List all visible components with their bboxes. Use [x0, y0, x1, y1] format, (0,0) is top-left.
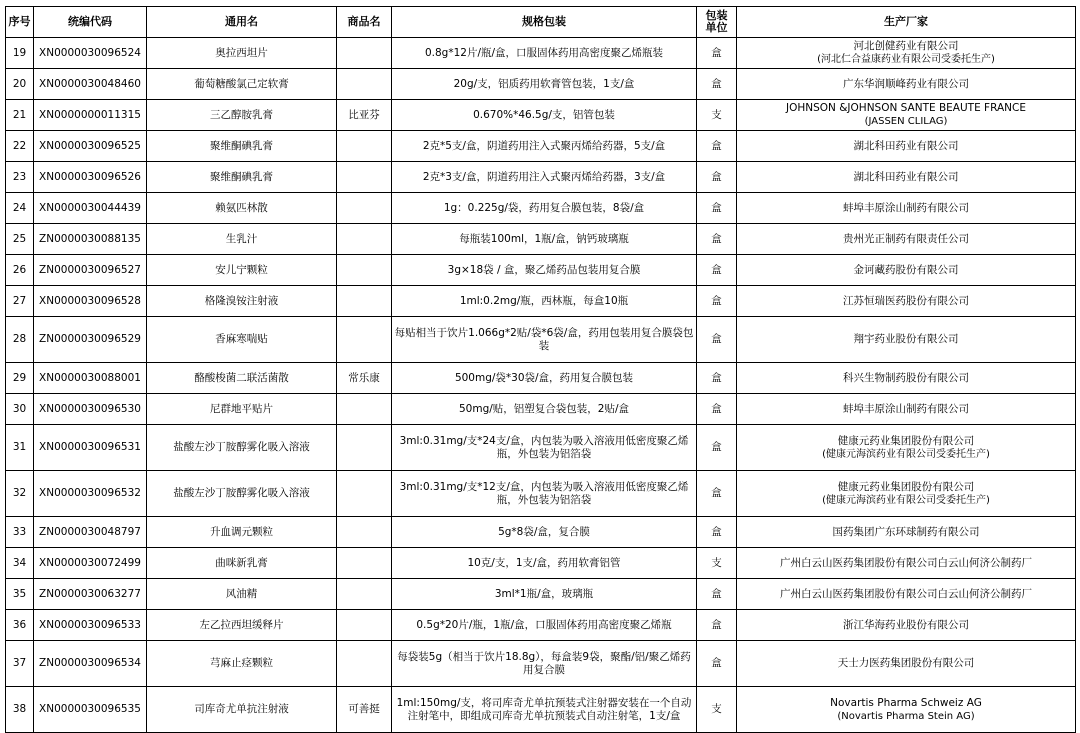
- table-row: [6, 641, 1076, 687]
- cell-no: 21: [6, 100, 34, 131]
- table-row: [6, 471, 1076, 517]
- cell-code: XN0000030096526: [34, 162, 147, 193]
- manufacturer-line: 健康元药业集团股份有限公司: [837, 434, 975, 447]
- table-row: [6, 255, 1076, 286]
- cell-unit: 盒: [697, 162, 737, 193]
- header-spec: 规格包装: [392, 7, 697, 38]
- cell-unit: 盒: [697, 69, 737, 100]
- cell-manufacturer: [737, 131, 1076, 162]
- cell-brand-name: [337, 286, 392, 317]
- cell-manufacturer: [737, 425, 1076, 471]
- cell-code: XN0000030072499: [34, 548, 147, 579]
- cell-unit: 盒: [697, 317, 737, 363]
- cell-generic-name: 尼群地平贴片: [147, 394, 337, 425]
- cell-generic-name: 曲咪新乳膏: [147, 548, 337, 579]
- cell-code: ZN0000030096527: [34, 255, 147, 286]
- manufacturer-line: 贵州光正制药有限责任公司: [843, 232, 969, 245]
- cell-unit: 盒: [697, 131, 737, 162]
- cell-spec: 每瓶装100ml，1瓶/盒，钠钙玻璃瓶: [392, 224, 697, 255]
- table-row: [6, 687, 1076, 733]
- cell-spec: 5g*8袋/盒，复合膜: [392, 517, 697, 548]
- table-row: [6, 193, 1076, 224]
- manufacturer-line: 广州白云山医药集团股份有限公司白云山何济公制药厂: [780, 556, 1032, 569]
- cell-generic-name: 左乙拉西坦缓释片: [147, 610, 337, 641]
- cell-spec: 3ml:0.31mg/支*24支/盒，内包装为吸入溶液用低密度聚乙烯瓶，外包装为铝箔袋: [392, 425, 697, 471]
- cell-unit: 盒: [697, 255, 737, 286]
- cell-generic-name: 葡萄糖酸氯己定软膏: [147, 69, 337, 100]
- cell-brand-name: [337, 69, 392, 100]
- cell-generic-name: 芎麻止痉颗粒: [147, 641, 337, 687]
- table-row: [6, 131, 1076, 162]
- manufacturer-line: 翔宇药业股份有限公司: [853, 333, 959, 345]
- manufacturer-line: JOHNSON &JOHNSON SANTE BEAUTE FRANCE: [786, 102, 1026, 114]
- cell-brand-name: [337, 610, 392, 641]
- cell-generic-name: 安儿宁颗粒: [147, 255, 337, 286]
- cell-brand-name: [337, 579, 392, 610]
- cell-no: 32: [6, 471, 34, 517]
- manufacturer-line: (健康元海滨药业有限公司受委托生产): [822, 448, 990, 460]
- cell-brand-name: 常乐康: [337, 363, 392, 394]
- cell-manufacturer: [737, 363, 1076, 394]
- cell-brand-name: [337, 517, 392, 548]
- cell-spec: 50mg/贴，铝塑复合袋包装，2贴/盒: [392, 394, 697, 425]
- cell-no: 25: [6, 224, 34, 255]
- cell-brand-name: [337, 162, 392, 193]
- cell-brand-name: 比亚芬: [337, 100, 392, 131]
- manufacturer-line: Novartis Pharma Schweiz AG: [830, 696, 982, 709]
- table-row: [6, 224, 1076, 255]
- cell-spec: 每袋装5g（相当于饮片18.8g），每盒装9袋，聚酯/铝/聚乙烯药用复合膜: [392, 641, 697, 687]
- cell-spec: 1ml:0.2mg/瓶，西林瓶，每盒10瓶: [392, 286, 697, 317]
- cell-no: 31: [6, 425, 34, 471]
- manufacturer-line: 湖北科田药业有限公司: [853, 139, 959, 152]
- manufacturer-line: 国药集团广东环球制药有限公司: [832, 525, 980, 538]
- cell-no: 34: [6, 548, 34, 579]
- cell-unit: 盒: [697, 193, 737, 224]
- cell-brand-name: [337, 38, 392, 69]
- cell-unit: 盒: [697, 363, 737, 394]
- table-row: [6, 610, 1076, 641]
- header-code: 统编代码: [34, 7, 147, 38]
- cell-manufacturer: [737, 471, 1076, 517]
- cell-generic-name: 格隆溴铵注射液: [147, 286, 337, 317]
- table-row: [6, 425, 1076, 471]
- cell-no: 28: [6, 317, 34, 363]
- cell-code: XN0000030096528: [34, 286, 147, 317]
- cell-brand-name: [337, 131, 392, 162]
- cell-manufacturer: [737, 517, 1076, 548]
- cell-spec: 1g：0.225g/袋，药用复合膜包装，8袋/盒: [392, 193, 697, 224]
- cell-brand-name: [337, 471, 392, 517]
- cell-manufacturer: [737, 641, 1076, 687]
- cell-spec: 1ml:150mg/支，将司库奇尤单抗预装式注射器安装在一个自动注射笔中，即组成司库奇尤单抗预装式自动注射笔，1支/盒: [392, 687, 697, 733]
- cell-unit: 支: [697, 100, 737, 131]
- cell-manufacturer: [737, 69, 1076, 100]
- manufacturer-line: 江苏恒瑞医药股份有限公司: [843, 294, 969, 307]
- cell-manufacturer: [737, 610, 1076, 641]
- manufacturer-line: (河北仁合益康药业有限公司受委托生产): [817, 54, 995, 65]
- cell-code: XN0000030096531: [34, 425, 147, 471]
- cell-generic-name: 司库奇尤单抗注射液: [147, 687, 337, 733]
- cell-generic-name: 盐酸左沙丁胺醇雾化吸入溶液: [147, 471, 337, 517]
- cell-spec: 2克*3支/盒，阴道药用注入式聚丙烯给药器，3支/盒: [392, 162, 697, 193]
- cell-brand-name: 可善挺: [337, 687, 392, 733]
- cell-manufacturer: [737, 579, 1076, 610]
- cell-no: 30: [6, 394, 34, 425]
- cell-manufacturer: [737, 687, 1076, 733]
- cell-code: XN0000030096530: [34, 394, 147, 425]
- cell-unit: 盒: [697, 517, 737, 548]
- cell-manufacturer: [737, 255, 1076, 286]
- cell-generic-name: 香麻寒喘贴: [147, 317, 337, 363]
- cell-manufacturer: [737, 193, 1076, 224]
- manufacturer-line: 金诃藏药股份有限公司: [853, 263, 959, 276]
- manufacturer-line: 广州白云山医药集团股份有限公司白云山何济公制药厂: [780, 587, 1032, 600]
- cell-no: 29: [6, 363, 34, 394]
- cell-manufacturer: [737, 100, 1076, 131]
- cell-code: ZN0000030096529: [34, 317, 147, 363]
- manufacturer-line: 湖北科田药业有限公司: [853, 170, 959, 183]
- cell-unit: 盒: [697, 286, 737, 317]
- cell-brand-name: [337, 193, 392, 224]
- manufacturer-line: 健康元药业集团股份有限公司: [837, 480, 975, 493]
- manufacturer-line: 河北创健药业有限公司: [853, 40, 959, 52]
- manufacturer-line: (Novartis Pharma Stein AG): [837, 710, 975, 722]
- manufacturer-line: (JASSEN CLILAG): [864, 116, 948, 127]
- cell-no: 19: [6, 38, 34, 69]
- table-row: [6, 100, 1076, 131]
- cell-unit: 盒: [697, 641, 737, 687]
- cell-code: XN0000030096532: [34, 471, 147, 517]
- cell-generic-name: 聚维酮碘乳膏: [147, 131, 337, 162]
- cell-code: ZN0000030088135: [34, 224, 147, 255]
- cell-unit: 盒: [697, 579, 737, 610]
- cell-code: XN0000030096535: [34, 687, 147, 733]
- cell-no: 27: [6, 286, 34, 317]
- cell-unit: 盒: [697, 38, 737, 69]
- cell-no: 37: [6, 641, 34, 687]
- header-no: 序号: [6, 7, 34, 38]
- cell-brand-name: [337, 317, 392, 363]
- cell-generic-name: 酪酸梭菌二联活菌散: [147, 363, 337, 394]
- cell-generic-name: 升血调元颗粒: [147, 517, 337, 548]
- cell-brand-name: [337, 394, 392, 425]
- manufacturer-line: 广东华润顺峰药业有限公司: [843, 77, 969, 90]
- cell-brand-name: [337, 255, 392, 286]
- cell-unit: 盒: [697, 610, 737, 641]
- table-header-row: [6, 7, 1076, 38]
- table-row: [6, 548, 1076, 579]
- table-row: [6, 363, 1076, 394]
- cell-code: ZN0000030096534: [34, 641, 147, 687]
- manufacturer-line: 天士力医药集团股份有限公司: [837, 657, 975, 669]
- header-manufacturer: 生产厂家: [737, 7, 1076, 38]
- cell-code: XN0000030096525: [34, 131, 147, 162]
- cell-spec: 0.5g*20片/瓶，1瓶/盒，口服固体药用高密度聚乙烯瓶: [392, 610, 697, 641]
- cell-no: 26: [6, 255, 34, 286]
- manufacturer-line: 蚌埠丰原涂山制药有限公司: [843, 201, 969, 214]
- manufacturer-line: 科兴生物制药股份有限公司: [843, 371, 969, 384]
- cell-no: 36: [6, 610, 34, 641]
- cell-no: 24: [6, 193, 34, 224]
- cell-no: 35: [6, 579, 34, 610]
- cell-spec: 3ml*1瓶/盒，玻璃瓶: [392, 579, 697, 610]
- cell-code: XN0000000011315: [34, 100, 147, 131]
- cell-spec: 3ml:0.31mg/支*12支/盒，内包装为吸入溶液用低密度聚乙烯瓶，外包装为铝箔袋: [392, 471, 697, 517]
- cell-generic-name: 赖氨匹林散: [147, 193, 337, 224]
- cell-code: XN0000030096524: [34, 38, 147, 69]
- cell-generic-name: 三乙醇胺乳膏: [147, 100, 337, 131]
- cell-code: ZN0000030048797: [34, 517, 147, 548]
- header-unit: 包装单位: [697, 7, 737, 38]
- manufacturer-line: (健康元海滨药业有限公司受委托生产): [822, 494, 990, 506]
- cell-manufacturer: [737, 162, 1076, 193]
- cell-unit: 盒: [697, 224, 737, 255]
- manufacturer-line: 浙江华海药业股份有限公司: [843, 618, 969, 631]
- cell-spec: 20g/支，铝质药用软膏管包装，1支/盒: [392, 69, 697, 100]
- cell-no: 22: [6, 131, 34, 162]
- drug-list-table: [5, 6, 1076, 733]
- table-row: [6, 517, 1076, 548]
- cell-brand-name: [337, 548, 392, 579]
- table-row: [6, 317, 1076, 363]
- cell-code: XN0000030044439: [34, 193, 147, 224]
- cell-generic-name: 盐酸左沙丁胺醇雾化吸入溶液: [147, 425, 337, 471]
- cell-code: XN0000030048460: [34, 69, 147, 100]
- cell-code: ZN0000030063277: [34, 579, 147, 610]
- cell-generic-name: 风油精: [147, 579, 337, 610]
- cell-manufacturer: [737, 394, 1076, 425]
- cell-brand-name: [337, 224, 392, 255]
- cell-unit: 盒: [697, 394, 737, 425]
- cell-generic-name: 聚维酮碘乳膏: [147, 162, 337, 193]
- cell-spec: 10克/支，1支/盒，药用软膏铝管: [392, 548, 697, 579]
- cell-spec: 0.670%*46.5g/支，铝管包装: [392, 100, 697, 131]
- header-brand-name: 商品名: [337, 7, 392, 38]
- cell-generic-name: 奥拉西坦片: [147, 38, 337, 69]
- table-row: [6, 38, 1076, 69]
- cell-spec: 2克*5支/盒，阴道药用注入式聚丙烯给药器，5支/盒: [392, 131, 697, 162]
- cell-spec: 每贴相当于饮片1.066g*2贴/袋*6袋/盒，药用包装用复合膜袋包装: [392, 317, 697, 363]
- cell-code: XN0000030096533: [34, 610, 147, 641]
- cell-no: 33: [6, 517, 34, 548]
- table-row: [6, 286, 1076, 317]
- cell-unit: 支: [697, 548, 737, 579]
- cell-no: 20: [6, 69, 34, 100]
- cell-no: 38: [6, 687, 34, 733]
- cell-no: 23: [6, 162, 34, 193]
- cell-unit: 盒: [697, 471, 737, 517]
- cell-manufacturer: [737, 317, 1076, 363]
- cell-manufacturer: [737, 38, 1076, 69]
- cell-generic-name: 生乳汁: [147, 224, 337, 255]
- header-generic-name: 通用名: [147, 7, 337, 38]
- cell-spec: 500mg/袋*30袋/盒，药用复合膜包装: [392, 363, 697, 394]
- manufacturer-line: 蚌埠丰原涂山制药有限公司: [843, 402, 969, 415]
- cell-brand-name: [337, 425, 392, 471]
- table-row: [6, 394, 1076, 425]
- table-body: [6, 38, 1076, 733]
- cell-unit: 盒: [697, 425, 737, 471]
- cell-spec: 3g×18袋 / 盒，聚乙烯药品包装用复合膜: [392, 255, 697, 286]
- cell-manufacturer: [737, 548, 1076, 579]
- table-row: [6, 69, 1076, 100]
- cell-spec: 0.8g*12片/瓶/盒，口服固体药用高密度聚乙烯瓶装: [392, 38, 697, 69]
- cell-manufacturer: [737, 286, 1076, 317]
- cell-code: XN0000030088001: [34, 363, 147, 394]
- table-row: [6, 162, 1076, 193]
- table-row: [6, 579, 1076, 610]
- cell-manufacturer: [737, 224, 1076, 255]
- cell-brand-name: [337, 641, 392, 687]
- cell-unit: 支: [697, 687, 737, 733]
